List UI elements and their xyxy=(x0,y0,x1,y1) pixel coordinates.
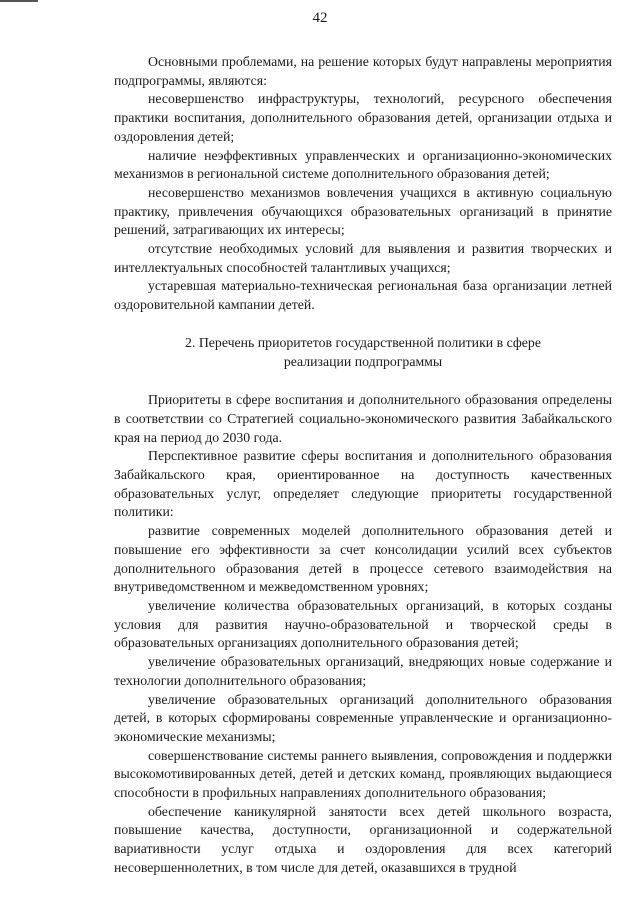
spacer xyxy=(114,371,612,391)
section-heading-line-2: реализации подпрограммы xyxy=(283,353,443,369)
paragraph: Основными проблемами, на решение которых будут направлены мероприятия подпрограммы, являются: xyxy=(114,54,612,88)
paragraph: совершенствование системы раннего выявления, сопровождения и поддержки высокомотивированных детей, детей и детских команд, проявляющих выдающиеся способности в профильных направлениях дополнительного образования; xyxy=(114,747,612,801)
document-body xyxy=(114,53,612,878)
paragraph: устаревшая материально-техническая региональная база организации летней оздоровительной кампании детей. xyxy=(114,278,612,313)
paragraph: наличие неэффективных управленческих и организационно-экономических механизмов в региональной системе дополнительного образования детей; xyxy=(114,147,612,182)
paragraph: несовершенство механизмов вовлечения учащихся в активную социальную практику, привлечения обучающихся образовательных организаций в принятие решений, затрагивающих их интересы; xyxy=(114,184,612,238)
paragraph: Приоритеты в сфере воспитания и дополнительного образования определены в соответствии со Стратегией социально-экономического развития Забайкальского края на период до 2030 года. xyxy=(114,392,612,445)
paragraph: увеличение количества образовательных организаций, в которых созданы условия для развития научно-образовательной и творческой среды в образовательных организациях дополнительного образования детей; xyxy=(114,597,612,651)
paragraph: несовершенство инфраструктуры, технологий, ресурсного обеспечения практики воспитания, дополнительного образования детей, организации отдыха и оздоровления детей; xyxy=(114,91,612,144)
section-heading-line-1: 2. Перечень приоритетов государственной политики в сфере xyxy=(185,334,541,350)
paragraph: развитие современных моделей дополнительного образования детей и повышение его эффективности за счет консолидации усилий всех субъектов дополнительного образования детей в процессе сетевого взаимодействия на внутриведомственном и межведомственном уровнях; xyxy=(114,523,612,595)
paragraph: обеспечение каникулярной занятости всех детей школьного возраста, повышение качества, доступности, организационной и содержательной вариативности услуг отдыха и оздоровления для всех категорий несовершеннолетних, в том числе для детей, оказавшихся в трудной xyxy=(114,803,612,875)
spacer xyxy=(114,315,612,334)
scan-edge-mark xyxy=(0,0,38,2)
page-number: 42 xyxy=(312,10,328,26)
paragraph: отсутствие необходимых условий для выявления и развития творческих и интеллектуальных способностей талантливых учащихся; xyxy=(114,241,612,275)
paragraph: увеличение образовательных организаций, внедряющих новые содержание и технологии дополнительного образования; xyxy=(114,654,612,688)
paragraph: увеличение образовательных организаций дополнительного образования детей, в которых сформированы современные управленческие и организационно-экономические механизмы; xyxy=(114,691,612,744)
paragraph: Перспективное развитие сферы воспитания и дополнительного образования Забайкальского края, ориентированное на доступность качественных образовательных услуг, определяет следующие приоритеты государственной политики: xyxy=(114,448,612,520)
